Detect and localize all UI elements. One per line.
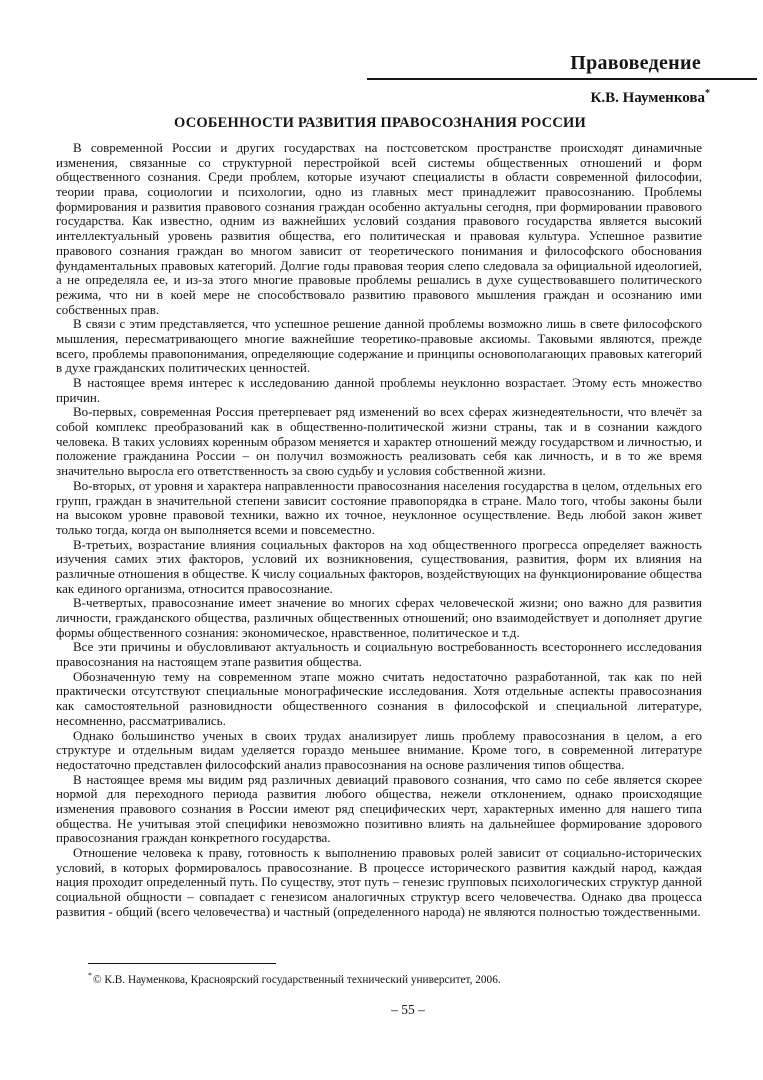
journal-section-title: Правоведение [570, 52, 701, 74]
footnote-rule [88, 963, 276, 964]
article-body [56, 141, 702, 919]
article-paragraph: В связи с этим представляется, что успешное решение данной проблемы возможно лишь в свете философского мышления, пересматривающего многие важнейшие теоретико-правовые аксиомы. Таковыми являются, прежде всего, проблемы правопонимания, определяющие содержание и принципы основополагающих правовых категорий в духе гражданских политических ценностей. [56, 316, 702, 376]
article-title: ОСОБЕННОСТИ РАЗВИТИЯ ПРАВОСОЗНАНИЯ РОССИИ [174, 115, 586, 131]
article-paragraph: Однако большинство ученых в своих трудах анализирует лишь проблему правосознания в целом, а его структуре и отдельным видам уделяется гораздо меньшее внимание. Кроме того, в современной литературе недостаточно представлен философский анализ правосознания на основе различения типов общества. [56, 727, 702, 772]
article-paragraph: Обозначенную тему на современном этапе можно считать недостаточно разработанной, так как по ней практически отсутствуют специальные монографические исследования. Хотя отдельные аспекты правосознания как самостоятельной разновидности общественного сознания в философской и специальной литературе, несомненно, рассматривались. [56, 668, 702, 728]
article-paragraph: Все эти причины и обусловливают актуальность и социальную востребованность всестороннего исследования правосознания на настоящем этапе развития общества. [56, 639, 702, 670]
author-name: К.В. Науменкова [590, 90, 705, 106]
article-paragraph: В-третьих, возрастание влияния социальных факторов на ход общественного прогресса определяет важность изучения самих этих факторов, условий их возникновения, существования, развития, форм их влияния на различные отношения в обществе. К числу социальных факторов, воздействующих на функционирование общества как единого организма, относится правосознание. [56, 536, 702, 596]
article-paragraph: В современной России и других государствах на постсоветском пространстве происходят динамичные изменения, связанные со структурной перестройкой всей системы общественных отношений и форм общественного сознания. Среди проблем, которые изучают специалисты в области современной философии, теории права, социологии и психологии, одно из главных мест принадлежит правосознанию. Проблемы формирования и развития правового сознания граждан особенно актуальны сегодня, при формировании правового государства. Как известно, одним из важнейших условий создания правового государства является высокий интеллектуальный уровень развития общества, его политическая и правовая культура. Успешное развитие правового сознания граждан во многом зависит от теоретического понимания и философского обоснования фундаментальных правовых категорий. Долгие годы правовая теория слепо следовала за официальной идеологией, а не определяла ее, и из-за этого многие правовые проблемы решались в духе существовавшего политического режима, что ни в коей мере не способствовало развитию правового мышления граждан и осознанию ими собственных прав. [56, 140, 702, 317]
footnote-text: © К.В. Науменкова, Красноярский государственный технический университет, 2006. [93, 974, 501, 986]
article-paragraph: В-четвертых, правосознание имеет значение во многих сферах человеческой жизни; оно важно для развития личности, гражданского общества, различных общественных отношений; оно взаимодействует и дополняет другие формы общественного сознания: экономическое, нравственное, политическое и т.д. [56, 595, 702, 640]
footnote [88, 971, 688, 987]
article-paragraph: Во-вторых, от уровня и характера направленности правосознания населения государства в целом, отдельных его групп, граждан в значительной степени зависит состояние правопорядка в стране. Мало того, чтобы законы были на высоком уровне правовой техники, важно их точное, неуклонное осуществление. Ведь любой закон живет только тогда, когда он выполняется всеми и повсеместно. [56, 477, 702, 537]
article-paragraph: Отношение человека к праву, готовность к выполнению правовых ролей зависит от социально-исторических условий, в которых формировалось правосознание. В процессе исторического развития каждый народ, каждая нация проходит определенный путь. По существу, этот путь – генезис групповых психологических структур данной социальной общности – совпадает с генезисом аналогичных структур всего человечества. Однако два процесса развития - общий (всего человечества) и частный (определенного народа) не являются полностью тождественными. [56, 845, 702, 919]
article-paragraph: В настоящее время мы видим ряд различных девиаций правового сознания, что само по себе является скорее нормой для переходного периода развития любого общества, нежели отклонением, однако происходящие изменения правового сознания в России имеют ряд специфических черт, характерных именно для нашего типа общества. Не учитывая этой специфики невозможно позитивно влиять на дальнейшее формирование здорового правосознания граждан конкретного государства. [56, 771, 702, 846]
footnote-marker: * [88, 971, 92, 981]
article-paragraph: В настоящее время интерес к исследованию данной проблемы неуклонно возрастает. Этому есть множество причин. [56, 375, 702, 405]
author-line [56, 90, 710, 107]
page-number: – 55 – [391, 1002, 425, 1017]
header-rule [367, 78, 757, 80]
author-footnote-marker: * [705, 88, 710, 99]
article-paragraph: Во-первых, современная Россия претерпевает ряд изменений во всех сферах жизнедеятельности, что влечёт за собой комплекс преобразований как в общественно-политической жизни страны, так и в сознании каждого человека. В таких условиях коренным образом меняется и характер отношений между государством и личностью, и положение гражданина России – он получил возможность реализовать себя как личность, и в то же время значительно выросла его ответственность за свою судьбу и условия собственной жизни. [56, 404, 702, 479]
